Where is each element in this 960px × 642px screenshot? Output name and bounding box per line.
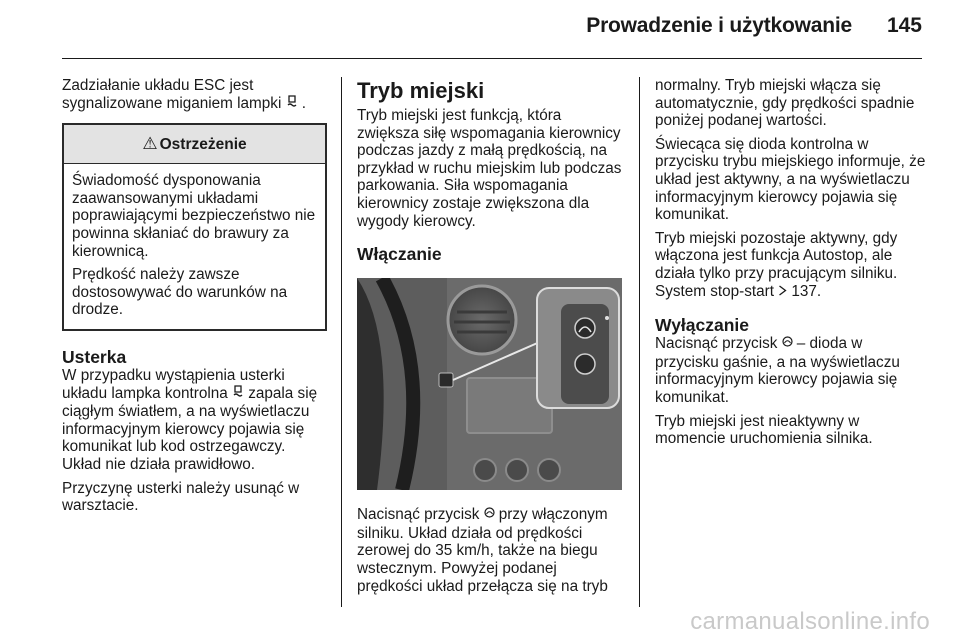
- warning-box: [62, 123, 327, 331]
- watermark: carmanualsonline.info: [690, 608, 930, 635]
- fault-text-cont: zapala się ciągłym światłem, a na wyświetlaczu informacyjnym kierowcy pojawia się komunikat lub kod ostrzegawczy. Układ nie działa prawidłowo.: [62, 384, 318, 473]
- autostop-paragraph: [655, 230, 930, 301]
- inactive-paragraph: Tryb miejski jest nieaktywny w momencie uruchomienia silnika.: [655, 412, 873, 448]
- enable-text-cont: przy włączonym silniku. Układ działa od prędkości zerowej do 35 km/h, także na biegu wstecznym. Powyżej podanej prędkości układ przełącza się na tryb: [357, 506, 608, 595]
- warning-paragraph: Prędkość należy zawsze dostosowywać do warunków na drodze.: [72, 266, 288, 319]
- enable-heading: Włączanie: [357, 244, 442, 265]
- city-mode-button-icon: [484, 508, 499, 523]
- header-rule: [62, 58, 922, 59]
- disable-text: Nacisnąć przycisk: [655, 335, 778, 353]
- fault-text: W przypadku wystąpienia usterki układu lampka kontrolna: [62, 366, 285, 402]
- header-title: Prowadzenie i użytkowanie: [586, 14, 852, 37]
- page-reference-arrow-icon: [778, 285, 791, 300]
- indicator-paragraph: Świecąca się dioda kontrolna w przycisku trybu miejskiego informuje, że układ jest aktywny, a na wyświetlaczu informacyjnym kierowcy pojawia się komunikat.: [655, 135, 926, 224]
- fault-heading: Usterka: [62, 346, 127, 367]
- auto-enable-paragraph: normalny. Tryb miejski włącza się automatycznie, gdy prędkości spadnie poniżej podanej wartości.: [655, 77, 915, 130]
- esc-intro: [62, 77, 327, 113]
- warning-body: [64, 164, 325, 329]
- column-middle: [357, 77, 625, 601]
- warning-paragraph: Świadomość dysponowania zaawansowanymi układami poprawiającymi bezpieczeństwo nie powinna skłaniać do brawury za kierownicą.: [72, 172, 316, 260]
- enable-paragraph: [357, 506, 625, 595]
- column-divider: [341, 77, 342, 607]
- fault-paragraph: Przyczynę usterki należy usunąć w warsztacie.: [62, 479, 300, 515]
- dashboard-illustration: [357, 278, 622, 490]
- disable-text-cont: – dioda w przycisku gaśnie, a na wyświetlaczu informacyjnym kierowcy pojawia się komunikat.: [655, 335, 900, 406]
- esc-warning-lamp-icon: [232, 387, 248, 402]
- fault-paragraph: [62, 367, 327, 474]
- autostop-text: Tryb miejski pozostaje aktywny, gdy włączona jest funkcja Autostop, ale działa tylko przy pracującym silniku. System stop-start: [655, 229, 898, 300]
- esc-warning-lamp-icon: [286, 97, 302, 112]
- section-heading: Tryb miejski: [357, 78, 485, 103]
- city-mode-button-icon: [782, 337, 797, 352]
- enable-text: Nacisnąć przycisk: [357, 506, 480, 524]
- page-header: [0, 0, 960, 58]
- page-number: 145: [886, 14, 922, 37]
- city-mode-paragraph: Tryb miejski jest funkcją, która zwiększa siłę wspomagania kierownicy podczas jazdy z małą prędkością, na przykład w ruchu miejskim lub podczas parkowania. Siła wspomagania kierownicy zostaje zwiększona dla wygody kierowcy.: [357, 107, 622, 230]
- warning-header: [64, 125, 325, 164]
- column-right: [655, 77, 930, 454]
- column-left: [62, 77, 327, 521]
- esc-intro-end: .: [301, 94, 306, 112]
- disable-heading: Wyłączanie: [655, 315, 750, 336]
- esc-intro-text: Zadziałanie układu ESC jest sygnalizowane miganiem lampki: [62, 77, 282, 112]
- warning-title: Ostrzeżenie: [159, 136, 247, 154]
- warning-triangle-icon: ⚠: [142, 134, 158, 154]
- column-divider: [639, 77, 640, 607]
- disable-paragraph: [655, 335, 930, 406]
- page-reference[interactable]: 137.: [791, 282, 822, 300]
